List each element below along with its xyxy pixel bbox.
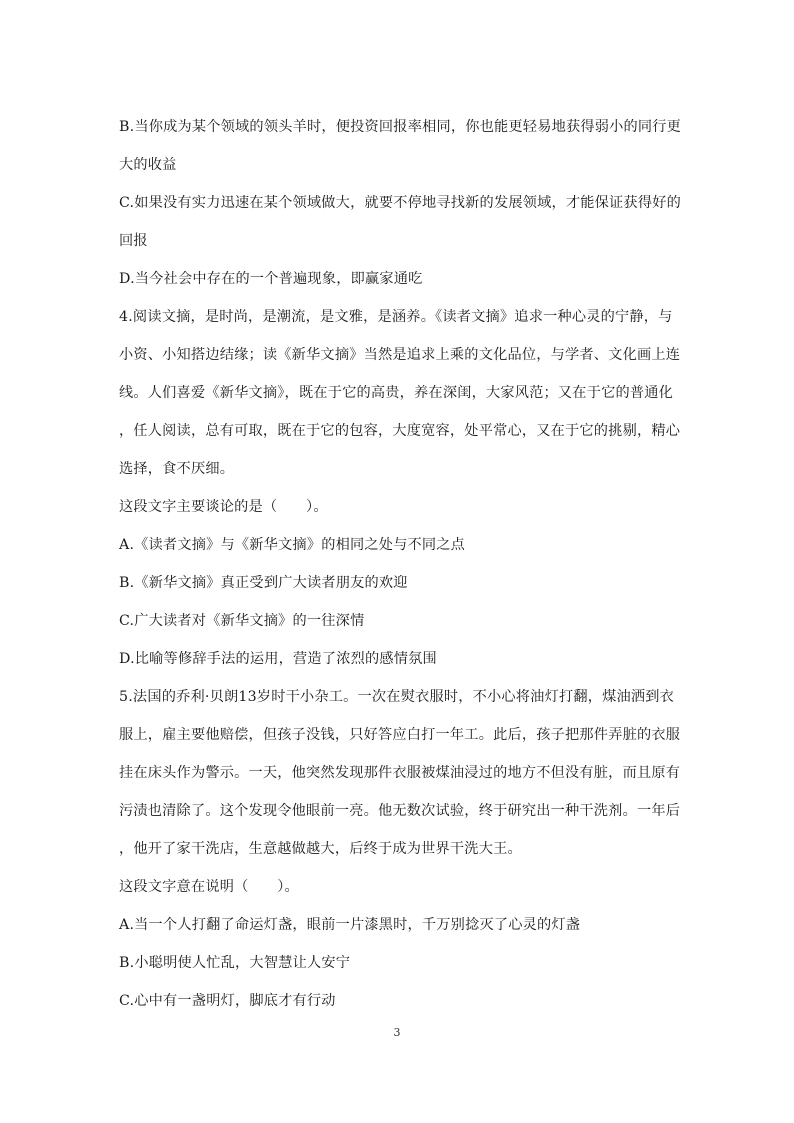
option-b-line-2: 大的收益 <box>119 157 177 173</box>
question-5-line-1: 5.法国的乔利·贝朗13岁时干小杂工。一次在熨衣服时，不小心将油灯打翻，煤油洒到衣 <box>119 689 675 705</box>
question-4-line-3: 线。人们喜爱《新华文摘》，既在于它的高贵，养在深闺，大家风范；又在于它的普通化 <box>119 385 674 401</box>
question-4-option-d: D.比喻等修辞手法的运用，营造了浓烈的感情氛围 <box>119 651 437 667</box>
question-5-line-5: ，他开了家干洗店，生意越做越大，后终于成为世界干洗大王。 <box>119 841 522 857</box>
option-c-line-1: C.如果没有实力迅速在某个领域做大，就要不停地寻找新的发展领域，才能保证获得好的 <box>119 195 681 211</box>
question-4-line-5: 选择，食不厌细。 <box>119 461 235 477</box>
question-4-option-c: C.广大读者对《新华文摘》的一往深情 <box>119 613 365 629</box>
question-5-option-b: B.小聪明使人忙乱，大智慧让人安宁 <box>119 955 351 971</box>
question-5-line-3: 挂在床头作为警示。一天，他突然发现那件衣服被煤油浸过的地方不但没有脏，而且原有 <box>119 765 681 781</box>
question-4-option-b: B.《新华文摘》真正受到广大读者朋友的欢迎 <box>119 575 408 591</box>
question-4-prompt: 这段文字主要谈论的是（ ）。 <box>119 499 328 515</box>
option-b-line-1: B.当你成为某个领域的领头羊时，便投资回报率相同，你也能更轻易地获得弱小的同行更 <box>119 119 682 135</box>
option-c-line-2: 回报 <box>119 233 148 249</box>
page-number: 3 <box>393 1026 401 1039</box>
question-4-line-4: ，任人阅读，总有可取，既在于它的包容，大度宽容，处平常心，又在于它的挑剔，精心 <box>119 423 681 439</box>
question-4-line-2: 小资、小知搭边结缘；读《新华文摘》当然是追求上乘的文化品位，与学者、文化画上连 <box>119 347 681 363</box>
question-5-line-2: 服上，雇主要他赔偿，但孩子没钱，只好答应白打一年工。此后，孩子把那件弄脏的衣服 <box>119 727 681 743</box>
question-4-line-1: 4.阅读文摘，是时尚，是潮流，是文雅，是涵养。《读者文摘》追求一种心灵的宁静，与 <box>119 309 673 325</box>
question-5-option-c: C.心中有一盏明灯，脚底才有行动 <box>119 993 336 1009</box>
option-d-line: D.当今社会中存在的一个普遍现象，即赢家通吃 <box>119 271 423 287</box>
question-4-option-a: A.《读者文摘》与《新华文摘》的相同之处与不同之点 <box>119 537 466 553</box>
question-5-prompt: 这段文字意在说明（ ）。 <box>119 879 299 895</box>
question-5-line-4: 污渍也清除了。这个发现令他眼前一亮。他无数次试验，终于研究出一种干洗剂。一年后 <box>119 803 681 819</box>
question-5-option-a: A.当一个人打翻了命运灯盏，眼前一片漆黑时，千万别捻灭了心灵的灯盏 <box>119 917 581 933</box>
